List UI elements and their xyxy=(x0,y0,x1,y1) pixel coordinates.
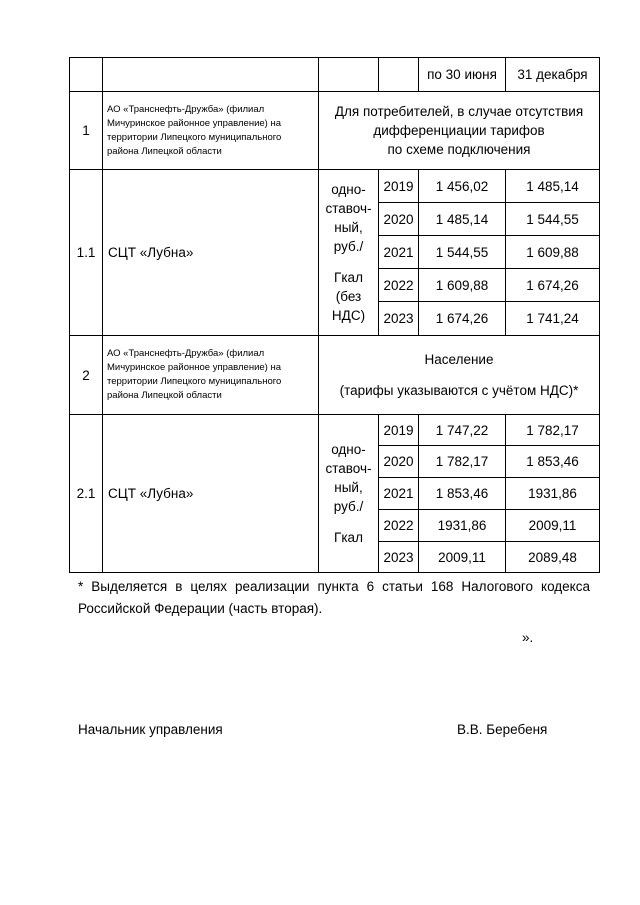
section2-org: АО «Транснефть-Дружба» (филиал Мичуринское районное управление) на территории Липецкого муниципального района Липецкой области xyxy=(103,336,319,415)
footnote: * Выделяется в целях реализации пункта 6 статьи 168 Налогового кодекса Российской Федерации (часть вторая). xyxy=(78,579,590,616)
second-half-value: 1931,86 xyxy=(506,478,600,510)
second-half-value: 1 741,24 xyxy=(506,302,600,336)
header-first-half: по 30 июня xyxy=(419,58,506,92)
unit-part: НДС) xyxy=(331,308,366,323)
section1-note-line2: дифференциации тарифов xyxy=(373,123,545,138)
row11-unit xyxy=(319,170,379,336)
second-half-value: 2009,11 xyxy=(506,510,600,542)
row21-unit xyxy=(319,415,379,573)
row11-name: СЦТ «Лубна» xyxy=(103,170,319,336)
header-unit-cell xyxy=(319,58,379,92)
unit-part: руб./ xyxy=(333,239,364,254)
row21-year-row xyxy=(70,415,600,446)
year-cell: 2021 xyxy=(379,478,419,510)
unit-part: ставоч- xyxy=(325,201,372,216)
header-name-cell xyxy=(103,58,319,92)
first-half-value: 1 485,14 xyxy=(419,203,506,236)
second-half-value: 1 674,26 xyxy=(506,269,600,302)
second-half-value: 1 544,55 xyxy=(506,203,600,236)
first-half-value: 1931,86 xyxy=(419,510,506,542)
unit-part: ный, xyxy=(334,220,363,235)
header-second-half: 31 декабря xyxy=(506,58,600,92)
section1-note-line3: по схеме подключения xyxy=(387,142,531,157)
year-cell: 2021 xyxy=(379,236,419,269)
second-half-value: 1 853,46 xyxy=(506,446,600,478)
unit-part: ставоч- xyxy=(325,461,372,476)
section2-note-line2: (тарифы указываются с учётом НДС)* xyxy=(339,383,579,398)
second-half-value: 1 609,88 xyxy=(506,236,600,269)
second-half-value: 1 485,14 xyxy=(506,170,600,203)
section2-row xyxy=(70,336,600,415)
section1-org: АО «Транснефть-Дружба» (филиал Мичуринское районное управление) на территории Липецкого муниципального района Липецкой области xyxy=(103,92,319,170)
row21-name: СЦТ «Лубна» xyxy=(103,415,319,573)
section1-num: 1 xyxy=(70,92,103,170)
first-half-value: 1 782,17 xyxy=(419,446,506,478)
section2-note xyxy=(319,336,600,415)
header-num-cell xyxy=(70,58,103,92)
unit-part: одно- xyxy=(331,182,366,197)
row11-num: 1.1 xyxy=(70,170,103,336)
closing-quote: ». xyxy=(522,630,534,645)
first-half-value: 2009,11 xyxy=(419,542,506,573)
unit-part: одно- xyxy=(331,442,366,457)
year-cell: 2019 xyxy=(379,415,419,446)
year-cell: 2023 xyxy=(379,542,419,573)
header-year-cell xyxy=(379,58,419,92)
year-cell: 2019 xyxy=(379,170,419,203)
first-half-value: 1 674,26 xyxy=(419,302,506,336)
unit-part: (без xyxy=(335,289,362,304)
first-half-value: 1 853,46 xyxy=(419,478,506,510)
unit-part: ный, xyxy=(334,480,363,495)
year-cell: 2020 xyxy=(379,446,419,478)
section1-row xyxy=(70,92,600,170)
first-half-value: 1 747,22 xyxy=(419,415,506,446)
year-cell: 2023 xyxy=(379,302,419,336)
signer-name: В.В. Беребеня xyxy=(457,722,548,737)
section2-num: 2 xyxy=(70,336,103,415)
first-half-value: 1 544,55 xyxy=(419,236,506,269)
signer-title: Начальник управления xyxy=(78,722,223,737)
row21-num: 2.1 xyxy=(70,415,103,573)
year-cell: 2022 xyxy=(379,269,419,302)
year-cell: 2020 xyxy=(379,203,419,236)
first-half-value: 1 456,02 xyxy=(419,170,506,203)
header-row xyxy=(70,58,600,92)
row11-year-row xyxy=(70,170,600,203)
second-half-value: 1 782,17 xyxy=(506,415,600,446)
tariff-table xyxy=(69,57,600,573)
section2-note-line1: Население xyxy=(424,352,494,367)
section1-note xyxy=(319,92,600,170)
year-cell: 2022 xyxy=(379,510,419,542)
second-half-value: 2089,48 xyxy=(506,542,600,573)
unit-part: руб./ xyxy=(333,499,364,514)
section1-note-line1: Для потребителей, в случае отсутствия xyxy=(334,104,584,119)
first-half-value: 1 609,88 xyxy=(419,269,506,302)
unit-part: Гкал xyxy=(334,530,363,545)
unit-part: Гкал xyxy=(334,270,363,285)
